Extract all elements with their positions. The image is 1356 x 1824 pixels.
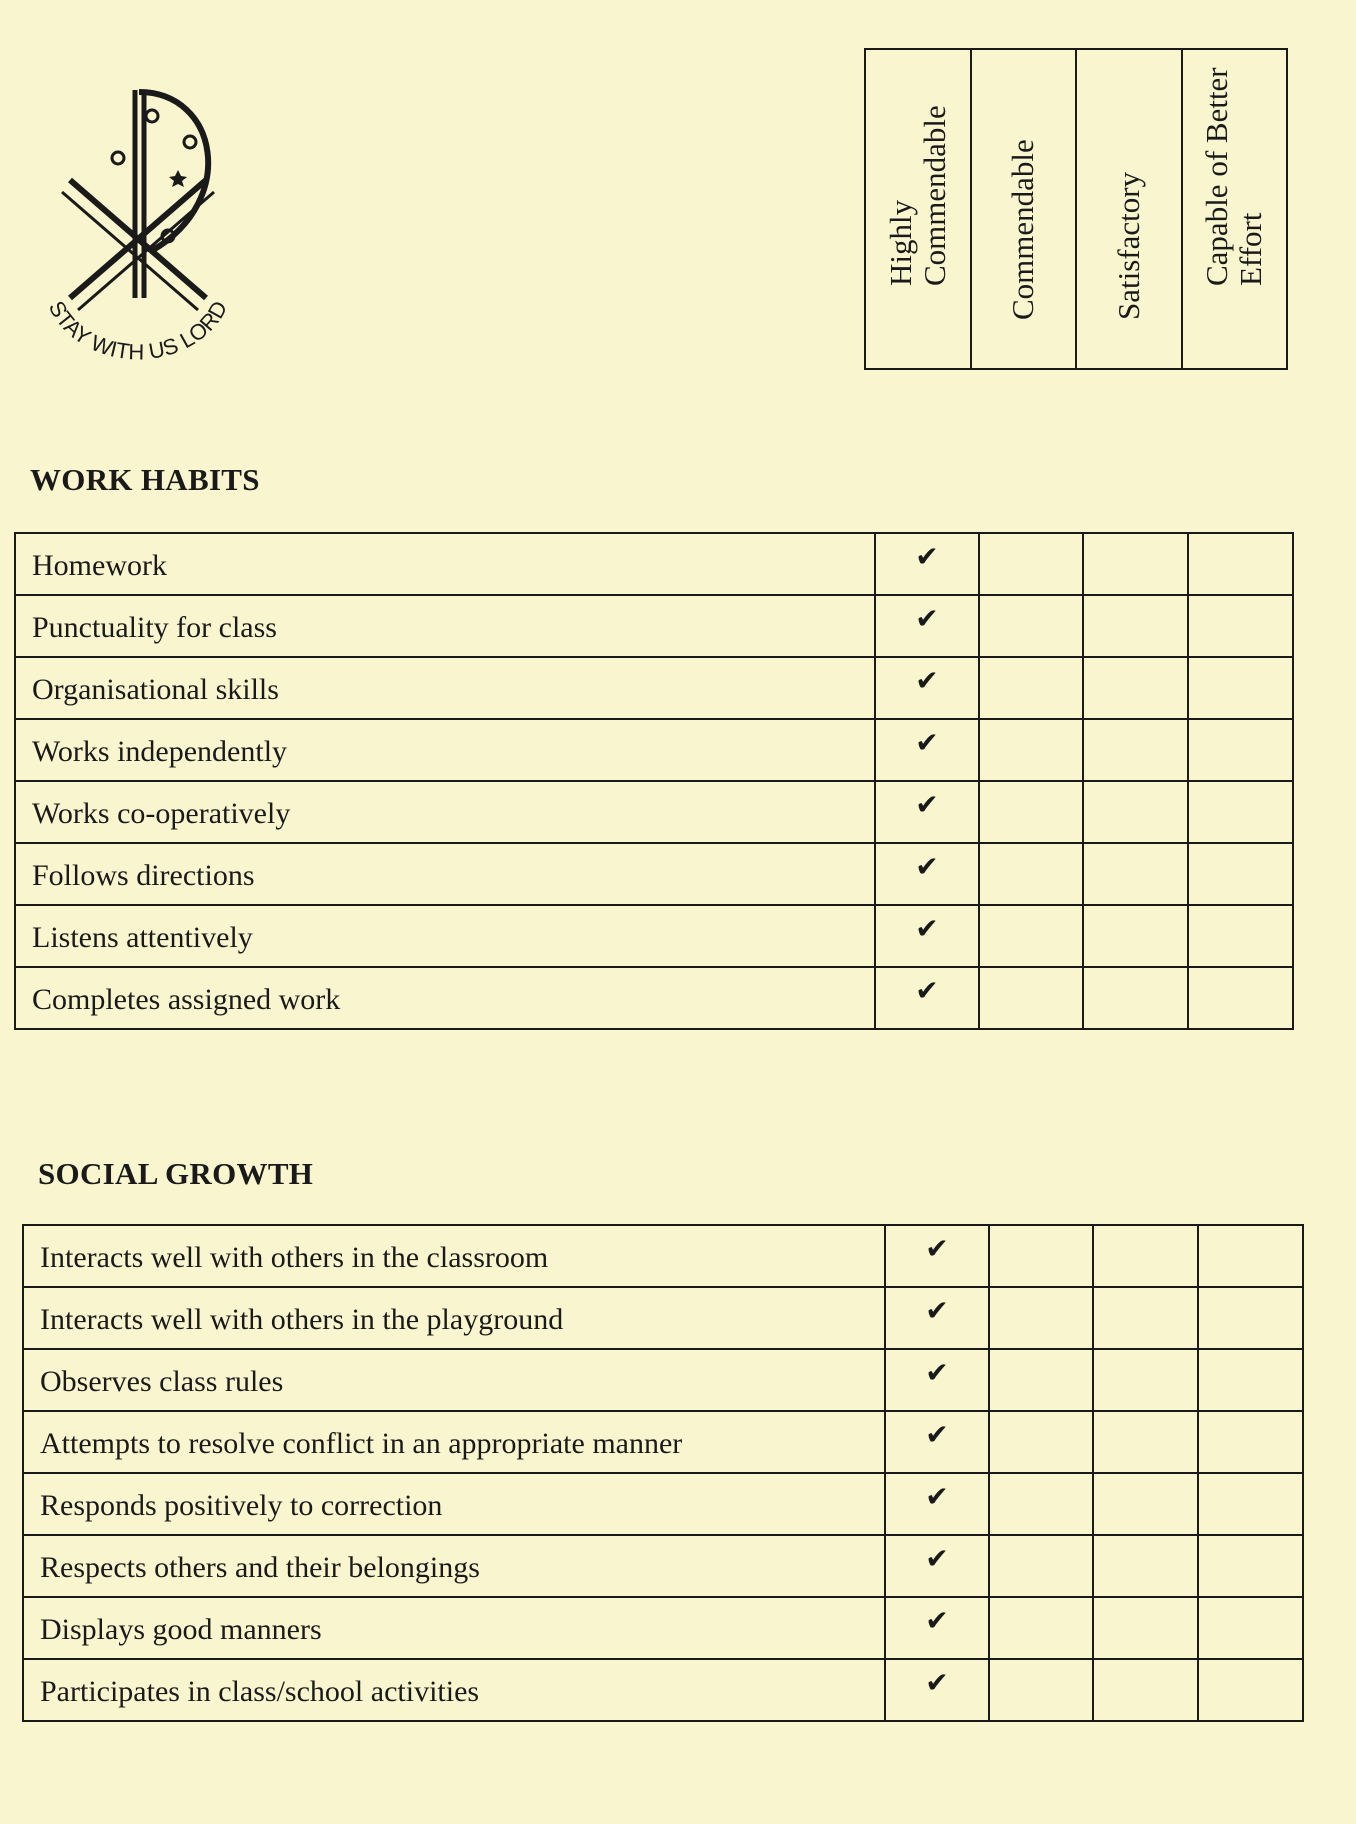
table-row	[15, 843, 1293, 905]
rating-cell-satisfactory	[1093, 1349, 1198, 1411]
check-mark-icon: ✔	[925, 1356, 949, 1389]
check-mark-icon: ✔	[925, 1480, 949, 1513]
rating-cell-satisfactory	[1083, 719, 1188, 781]
rating-cell-highly-commendable	[875, 533, 979, 595]
table-row	[15, 967, 1293, 1029]
row-label: Listens attentively	[15, 905, 875, 967]
rating-cell-satisfactory	[1083, 781, 1188, 843]
rating-cell-commendable	[979, 967, 1083, 1029]
rating-cell-capable-of-better-effort	[1198, 1473, 1303, 1535]
rating-cell-capable-of-better-effort	[1188, 967, 1293, 1029]
check-mark-icon: ✔	[915, 726, 939, 759]
rating-cell-highly-commendable	[885, 1597, 989, 1659]
rating-cell-capable-of-better-effort	[1198, 1411, 1303, 1473]
row-label: Organisational skills	[15, 657, 875, 719]
check-mark-icon: ✔	[925, 1232, 949, 1265]
check-mark-icon: ✔	[925, 1666, 949, 1699]
row-label: Interacts well with others in the classroom	[23, 1225, 885, 1287]
header-label-satisfactory: Satisfactory	[1110, 171, 1146, 320]
social-growth-table	[22, 1224, 1304, 1722]
table-row	[15, 657, 1293, 719]
rating-cell-highly-commendable	[885, 1473, 989, 1535]
rating-cell-capable-of-better-effort	[1188, 843, 1293, 905]
table-row	[23, 1597, 1303, 1659]
rating-cell-commendable	[989, 1349, 1093, 1411]
rating-cell-capable-of-better-effort	[1188, 595, 1293, 657]
rating-cell-satisfactory	[1093, 1597, 1198, 1659]
svg-text:STAY WITH US LORD	[44, 297, 233, 365]
row-label: Works co-operatively	[15, 781, 875, 843]
table-row	[23, 1473, 1303, 1535]
rating-cell-commendable	[989, 1225, 1093, 1287]
rating-cell-capable-of-better-effort	[1198, 1597, 1303, 1659]
rating-cell-commendable	[989, 1535, 1093, 1597]
rating-cell-commendable	[989, 1287, 1093, 1349]
rating-cell-highly-commendable	[885, 1287, 989, 1349]
rating-cell-capable-of-better-effort	[1198, 1287, 1303, 1349]
work-habits-title: WORK HABITS	[30, 462, 260, 497]
school-emblem-logo	[38, 80, 248, 390]
row-label: Completes assigned work	[15, 967, 875, 1029]
check-mark-icon: ✔	[915, 540, 939, 573]
row-label: Interacts well with others in the playground	[23, 1287, 885, 1349]
row-label: Follows directions	[15, 843, 875, 905]
rating-cell-satisfactory	[1093, 1473, 1198, 1535]
table-row	[15, 595, 1293, 657]
table-row	[23, 1349, 1303, 1411]
row-label: Works independently	[15, 719, 875, 781]
check-mark-icon: ✔	[925, 1294, 949, 1327]
rating-cell-satisfactory	[1093, 1535, 1198, 1597]
header-label-highly-commendable: Highly Commendable	[882, 105, 952, 286]
rating-cell-satisfactory	[1093, 1659, 1198, 1721]
logo-motto: STAY WITH US LORD	[43, 296, 233, 365]
rating-cell-highly-commendable	[875, 595, 979, 657]
row-label: Punctuality for class	[15, 595, 875, 657]
rating-cell-commendable	[979, 533, 1083, 595]
row-label: Participates in class/school activities	[23, 1659, 885, 1721]
check-mark-icon: ✔	[915, 850, 939, 883]
rating-cell-capable-of-better-effort	[1198, 1535, 1303, 1597]
rating-cell-capable-of-better-effort	[1188, 719, 1293, 781]
rating-cell-capable-of-better-effort	[1188, 905, 1293, 967]
rating-cell-satisfactory	[1093, 1225, 1198, 1287]
rating-cell-satisfactory	[1083, 967, 1188, 1029]
rating-cell-commendable	[979, 719, 1083, 781]
rating-cell-highly-commendable	[875, 843, 979, 905]
check-mark-icon: ✔	[915, 912, 939, 945]
header-capable-of-better-effort	[1181, 50, 1287, 368]
rating-cell-commendable	[979, 595, 1083, 657]
row-label: Attempts to resolve conflict in an appropriate manner	[23, 1411, 885, 1473]
rating-cell-commendable	[979, 657, 1083, 719]
row-label: Responds positively to correction	[23, 1473, 885, 1535]
table-row	[23, 1659, 1303, 1721]
table-row	[23, 1287, 1303, 1349]
rating-cell-satisfactory	[1083, 533, 1188, 595]
rating-cell-capable-of-better-effort	[1188, 781, 1293, 843]
rating-cell-highly-commendable	[885, 1411, 989, 1473]
rating-cell-capable-of-better-effort	[1198, 1659, 1303, 1721]
rating-cell-highly-commendable	[875, 905, 979, 967]
rating-cell-commendable	[989, 1411, 1093, 1473]
check-mark-icon: ✔	[915, 974, 939, 1007]
table-row	[15, 781, 1293, 843]
header-commendable	[970, 50, 1076, 368]
rating-scale-header	[864, 48, 1288, 370]
table-row	[23, 1225, 1303, 1287]
rating-cell-satisfactory	[1093, 1411, 1198, 1473]
check-mark-icon: ✔	[925, 1604, 949, 1637]
rating-cell-highly-commendable	[875, 967, 979, 1029]
rating-cell-capable-of-better-effort	[1188, 533, 1293, 595]
rating-cell-commendable	[979, 905, 1083, 967]
check-mark-icon: ✔	[925, 1542, 949, 1575]
table-row	[23, 1411, 1303, 1473]
work-habits-table	[14, 532, 1294, 1030]
rating-cell-satisfactory	[1083, 843, 1188, 905]
rating-cell-satisfactory	[1083, 905, 1188, 967]
rating-cell-capable-of-better-effort	[1188, 657, 1293, 719]
social-growth-title: SOCIAL GROWTH	[38, 1156, 314, 1191]
table-row	[15, 533, 1293, 595]
table-row	[23, 1535, 1303, 1597]
rating-cell-commendable	[979, 843, 1083, 905]
header-satisfactory	[1075, 50, 1181, 368]
rating-cell-highly-commendable	[875, 781, 979, 843]
row-label: Respects others and their belongings	[23, 1535, 885, 1597]
table-row	[15, 719, 1293, 781]
header-label-commendable: Commendable	[1005, 139, 1041, 320]
rating-cell-commendable	[979, 781, 1083, 843]
header-highly-commendable	[866, 50, 970, 368]
check-mark-icon: ✔	[915, 788, 939, 821]
rating-cell-commendable	[989, 1597, 1093, 1659]
rating-cell-satisfactory	[1093, 1287, 1198, 1349]
rating-cell-highly-commendable	[885, 1659, 989, 1721]
check-mark-icon: ✔	[915, 664, 939, 697]
rating-cell-highly-commendable	[885, 1225, 989, 1287]
check-mark-icon: ✔	[915, 602, 939, 635]
row-label: Homework	[15, 533, 875, 595]
table-row	[15, 905, 1293, 967]
rating-cell-commendable	[989, 1473, 1093, 1535]
rating-cell-highly-commendable	[885, 1535, 989, 1597]
rating-cell-satisfactory	[1083, 657, 1188, 719]
rating-cell-highly-commendable	[875, 657, 979, 719]
rating-cell-capable-of-better-effort	[1198, 1349, 1303, 1411]
rating-cell-highly-commendable	[885, 1349, 989, 1411]
rating-cell-commendable	[989, 1659, 1093, 1721]
rating-cell-capable-of-better-effort	[1198, 1225, 1303, 1287]
row-label: Displays good manners	[23, 1597, 885, 1659]
rating-cell-highly-commendable	[875, 719, 979, 781]
rating-cell-satisfactory	[1083, 595, 1188, 657]
check-mark-icon: ✔	[925, 1418, 949, 1451]
row-label: Observes class rules	[23, 1349, 885, 1411]
header-label-capable-of-better-effort: Capable of Better Effort	[1199, 67, 1269, 286]
